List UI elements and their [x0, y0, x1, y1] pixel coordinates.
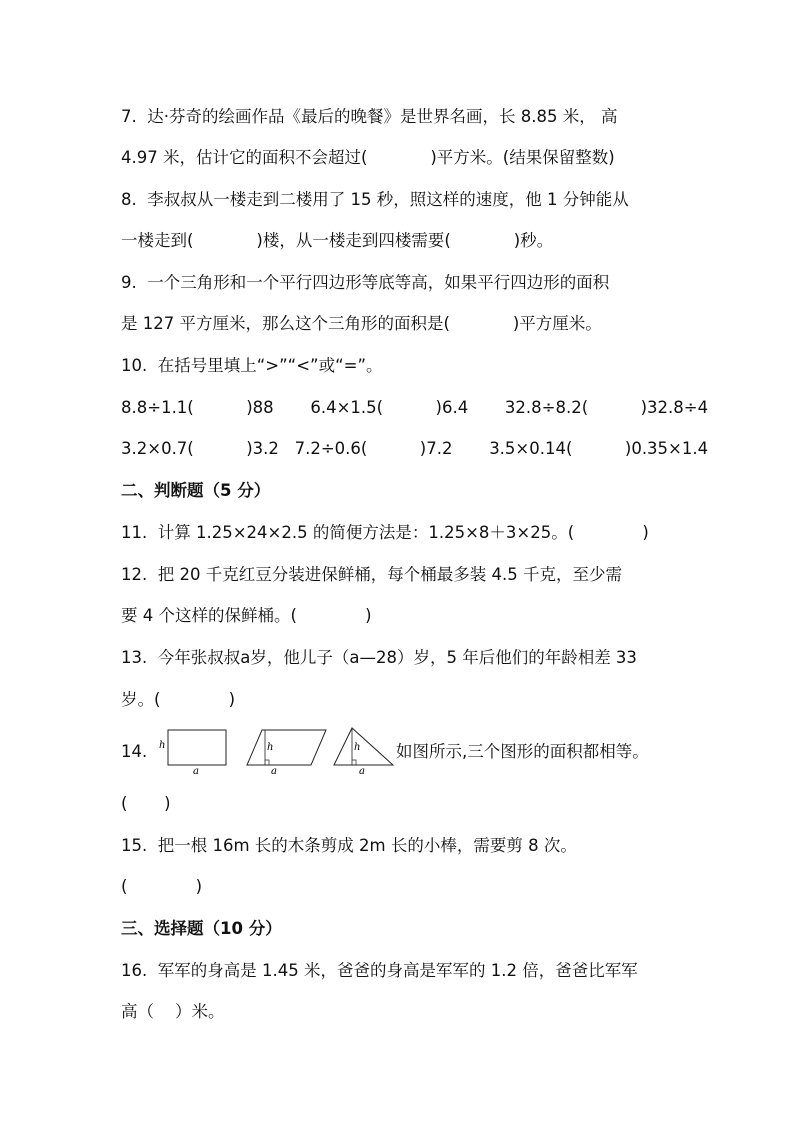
section-3-heading: 三、选择题（10 分） — [121, 919, 282, 938]
rect-label-h: h — [159, 740, 166, 751]
section-2-heading: 二、判断题（5 分） — [121, 481, 271, 500]
q12-line1: 12. 把 20 千克红豆分装进保鲜桶，每个桶最多装 4.5 千克，至少需 — [121, 565, 622, 584]
q14-number: 14. — [121, 742, 148, 761]
q7-line1: 7. 达·芬奇的绘画作品《最后的晚餐》是世界名画，长 8.85 米， 高 — [121, 107, 618, 126]
para-label-h: h — [267, 742, 274, 753]
q10-line1: 10. 在括号里填上“>”“<”或“=”。 — [121, 356, 383, 375]
q16-line1: 16. 军军的身高是 1.45 米，爸爸的身高是军军的 1.2 倍，爸爸比军军 — [121, 961, 638, 980]
q11-line: 11. 计算 1.25×24×2.5 的简便方法是：1.25×8＋3×25。( ) — [121, 523, 649, 542]
q14-answer-bracket: ( ) — [121, 794, 171, 813]
q14-triangle-figure — [332, 726, 396, 774]
q15-answer-bracket: ( ) — [121, 877, 203, 896]
q8-line2: 一楼走到( )楼，从一楼走到四楼需要( )秒。 — [121, 231, 554, 250]
q14-rectangle-figure — [158, 726, 230, 774]
q15-line: 15. 把一根 16m 长的木条剪成 2m 长的小棒，需要剪 8 次。 — [121, 836, 577, 855]
q7-line2: 4.97 米，估计它的面积不会超过( )平方米。(结果保留整数) — [121, 148, 615, 167]
rect-label-a: a — [193, 766, 199, 774]
q16-line2: 高（ ）米。 — [121, 1002, 225, 1021]
q10-row2: 3.2×0.7( )3.2 7.2÷0.6( )7.2 3.5×0.14( )0.35×1.4 — [121, 439, 709, 458]
q9-line1: 9. 一个三角形和一个平行四边形等底等高，如果平行四边形的面积 — [121, 273, 610, 292]
tri-label-a: a — [359, 766, 365, 774]
tri-label-h: h — [354, 742, 361, 753]
q14-parallelogram-figure — [244, 726, 330, 774]
q9-line2: 是 127 平方厘米，那么这个三角形的面积是( )平方厘米。 — [121, 314, 602, 333]
q13-line1: 13. 今年张叔叔a岁，他儿子（a—28）岁，5 年后他们的年龄相差 33 — [121, 648, 637, 667]
para-label-a: a — [271, 766, 277, 774]
q12-line2: 要 4 个这样的保鲜桶。( ) — [121, 606, 372, 625]
q13-line2: 岁。( ) — [121, 690, 236, 709]
q10-row1: 8.8÷1.1( )88 6.4×1.5( )6.4 32.8÷8.2( )32.8÷4 — [121, 398, 709, 417]
q8-line1: 8. 李叔叔从一楼走到二楼用了 15 秒，照这样的速度，他 1 分钟能从 — [121, 190, 629, 209]
q14-statement: 如图所示,三个图形的面积都相等。 — [396, 742, 649, 761]
